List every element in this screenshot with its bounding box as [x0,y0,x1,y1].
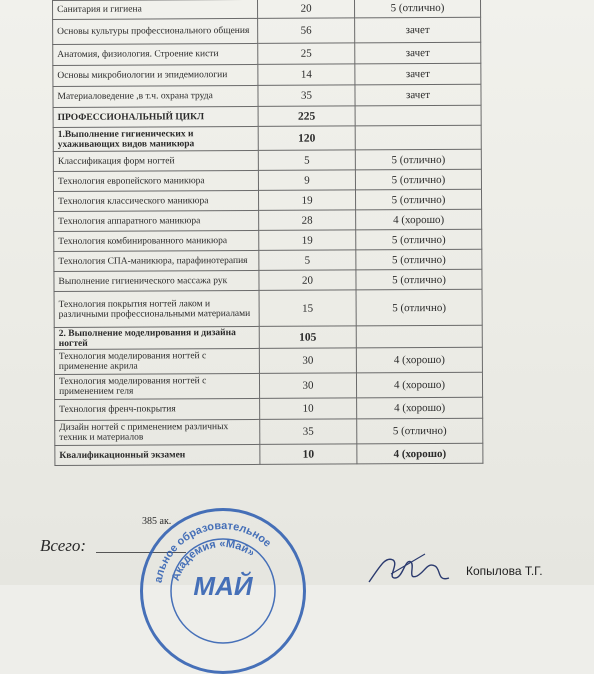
grade-cell: 5 (отлично) [355,189,481,210]
grade-cell: 5 (отлично) [355,149,481,170]
hours-cell: 120 [258,126,355,151]
subject-name-cell: Классификация форм ногтей [53,150,258,171]
hours-cell: 30 [259,373,356,399]
svg-text:Академия «Май»: Академия «Май» [169,537,257,583]
grades-table-body [53,0,483,465]
table-row [54,209,482,231]
total-label: Всего: [40,536,87,555]
hours-cell: 10 [260,398,357,420]
subject-name-cell: Основы микробиологии и эпидемиологии [53,64,258,86]
organization-seal [140,508,306,674]
table-row [54,189,482,211]
signer-name: Копылова Т.Г. [466,564,543,578]
grade-cell: зачет [355,42,481,64]
subject-name-cell: Технология комбинированного маникюра [54,230,259,251]
table-row [53,84,481,107]
svg-text:альное образовательное: альное образовательное [152,519,274,584]
grade-cell: зачет [355,17,481,43]
hours-cell: 35 [258,85,355,107]
table-row [54,372,482,399]
grade-cell: 4 (хорошо) [357,397,483,419]
table-row [55,418,483,445]
table-row [54,347,482,374]
hours-cell: 25 [258,43,355,65]
subject-name-cell: Выполнение гигиенического массажа рук [54,270,259,291]
subject-name-cell: Технология френч-покрытия [55,398,260,420]
table-row [55,443,483,465]
grade-cell: 4 (хорошо) [356,347,482,373]
table-row [54,325,482,349]
total-hours-value: 385 ак. [142,516,172,527]
grade-cell [356,325,482,348]
hours-cell: 9 [258,170,355,191]
hours-cell: 56 [258,18,355,44]
table-row [53,0,481,19]
subject-name-cell: Основы культуры профессионального общения [53,18,258,44]
hours-cell: 5 [259,250,356,271]
svg-text:МАЙ: МАЙ [193,571,253,601]
hours-cell: 30 [259,348,356,374]
table-row [53,169,481,191]
table-row [53,17,481,44]
table-row [54,289,482,327]
grade-cell: 5 (отлично) [356,269,482,290]
handwritten-signature [365,548,455,593]
table-row [53,125,481,151]
grade-cell: 5 (отлично) [356,229,482,250]
subject-name-cell: Технология покрытия ногтей лаком и различными профессиональными материалами [54,290,259,327]
grade-cell: 5 (отлично) [356,289,482,326]
table-row [55,397,483,420]
subject-name-cell: Технология европейского маникюра [53,170,258,191]
subject-name-cell: Технология классического маникюра [54,190,259,211]
grade-cell: 5 (отлично) [357,418,483,444]
subject-name-cell: ПРОФЕССИОНАЛЬНЫЙ ЦИКЛ [53,106,258,127]
grade-cell: зачет [355,84,481,106]
subject-name-cell: 1.Выполнение гигиенических и ухаживающих видов маникюра [53,126,258,151]
hours-cell: 105 [259,326,356,349]
subject-name-cell: Технология СПА-маникюра, парафинотерапия [54,250,259,271]
subject-name-cell: Санитария и гигиена [53,0,258,19]
hours-cell: 5 [258,150,355,171]
seal-graphic [143,511,303,671]
grade-cell: 4 (хорошо) [357,443,483,464]
subject-name-cell: Анатомия, физиология. Строение кисти [53,43,258,65]
hours-cell: 19 [259,230,356,251]
hours-cell: 28 [259,210,356,231]
subject-name-cell: Технология аппаратного маникюра [54,210,259,231]
table-row [54,229,482,251]
hours-cell: 20 [259,270,356,291]
subject-name-cell: Квалификационный экзамен [55,444,260,465]
table-row [53,105,481,127]
subject-name-cell: Технология моделирования ногтей с применение акрила [54,348,259,374]
grade-cell: 5 (отлично) [355,169,481,190]
grades-table [52,0,483,466]
table-row [53,42,481,65]
hours-cell: 35 [260,419,357,445]
table-row [53,149,481,171]
hours-cell: 225 [258,106,355,127]
table-row [54,249,482,271]
table-row [53,63,481,86]
subject-name-cell: 2. Выполнение моделирования и дизайна ногтей [54,326,259,349]
hours-cell: 20 [257,0,354,18]
subject-name-cell: Дизайн ногтей с применением различных техник и материалов [55,419,260,445]
hours-cell: 15 [259,290,356,327]
subject-name-cell: Материаловедение ,в т.ч. охрана труда [53,85,258,107]
subject-name-cell: Технология моделирования ногтей с применением геля [54,373,259,399]
grade-cell: зачет [355,63,481,85]
table-row [54,269,482,291]
hours-cell: 14 [258,64,355,86]
hours-cell: 10 [260,444,357,465]
grade-cell: 5 (отлично) [356,249,482,270]
grade-cell: 4 (хорошо) [356,372,482,398]
hours-cell: 19 [258,190,355,211]
grade-cell [355,125,481,150]
grade-cell: 4 (хорошо) [356,209,482,230]
grade-cell: 5 (отлично) [354,0,480,18]
grade-cell [355,105,481,126]
